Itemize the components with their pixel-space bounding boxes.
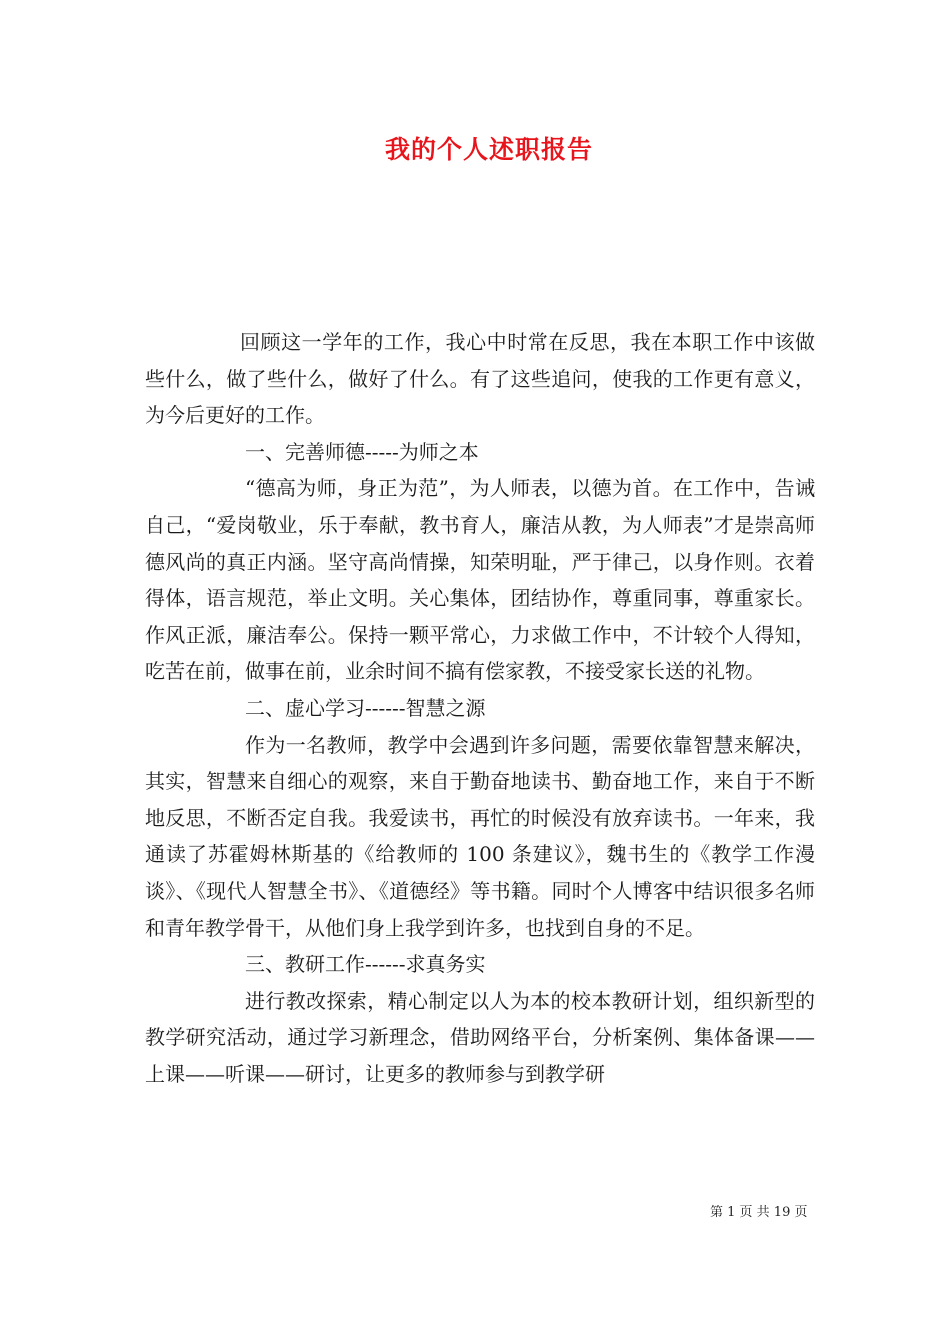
section-body-2: 作为一名教师，教学中会遇到许多问题，需要依靠智慧来解决，其实，智慧来自细心的观察，来自于勤奋地读书、勤奋地工作，来自于不断地反思，不断否定自我。我爱读书，再忙的时候没有放弃读书。一年来，我通读了苏霍姆林斯基的《给教师的 100 条建议》，魏书生的《教学工作漫谈》、《现代人智慧全书》、《道德经》等书籍。同时个人博客中结识很多名师和青年教学骨干，从他们身上我学到许多，也找到自身的不足。 (145, 732, 815, 940)
section-heading-3: 三、教研工作------求真务实 (245, 952, 486, 977)
section-body-3: 进行教改探索，精心制定以人为本的校本教研计划，组织新型的教学研究活动，通过学习新理念，借助网络平台，分析案例、集体备课——上课——听课——研讨，让更多的教师参与到教学研 (145, 988, 815, 1086)
section-heading-1: 一、完善师德-----为师之本 (245, 439, 479, 464)
document-title: 我的个人述职报告 (384, 135, 593, 164)
intro-paragraph: 回顾这一学年的工作，我心中时常在反思，我在本职工作中该做些什么，做了些什么，做好了什么。有了这些追问，使我的工作更有意义，为今后更好的工作。 (145, 330, 815, 428)
page-number: 第 1 页 共 19 页 (710, 1205, 808, 1220)
section-body-1: “德高为师，身正为范”，为人师表，以德为首。在工作中，告诫自己，“爱岗敬业，乐于奉献，教书育人，廉洁从教，为人师表”才是崇高师德风尚的真正内涵。坚守高尚情操，知荣明耻，严于律己，以身作则。衣着得体，语言规范，举止文明。关心集体，团结协作，尊重同事，尊重家长。作风正派，廉洁奉公。保持一颗平常心，力求做工作中，不计较个人得知，吃苦在前，做事在前，业余时间不搞有偿家教，不接受家长送的礼物。 (145, 476, 815, 684)
section-heading-2: 二、虚心学习------智慧之源 (245, 695, 486, 720)
document-body (145, 324, 815, 1092)
